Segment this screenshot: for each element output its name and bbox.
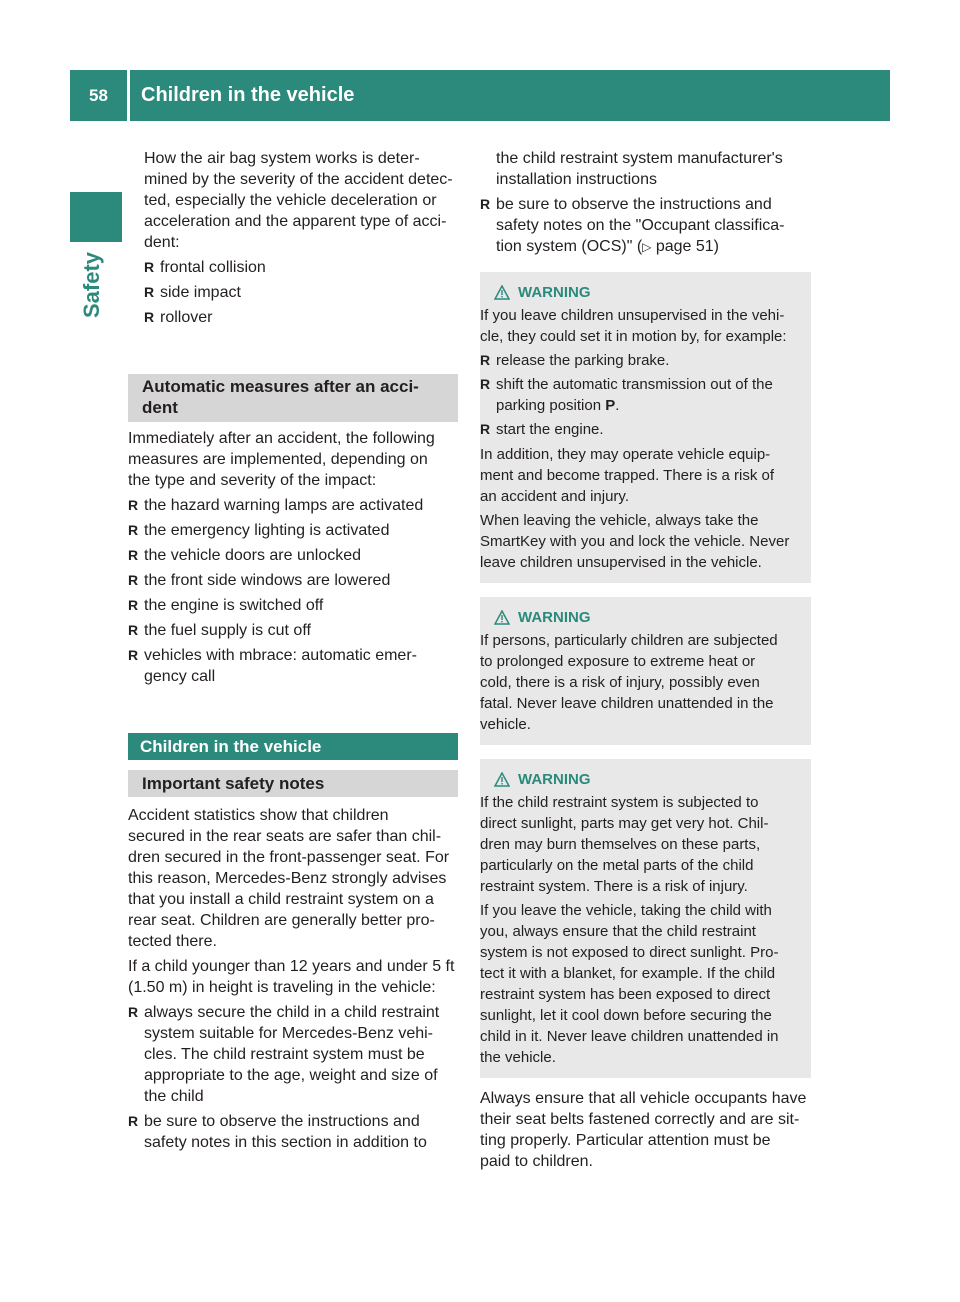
- list-item: [144, 282, 458, 303]
- text-line: you, always ensure that the child restraint: [480, 923, 756, 940]
- heading-line: dent: [142, 398, 178, 417]
- page-reference-link[interactable]: page 51): [655, 238, 719, 255]
- warning-paragraph: [480, 444, 803, 507]
- list-item-text: the engine is switched off: [144, 597, 324, 614]
- text-line: appropriate to the age, weight and size of: [144, 1067, 438, 1084]
- bullet-icon: R: [128, 547, 139, 563]
- list-item: [128, 495, 458, 516]
- text-line: dren secured in the front-passenger seat. For: [128, 849, 450, 866]
- text-line: the child restraint system manufacturer's: [496, 150, 783, 167]
- text-line: measures are implemented, depending on: [128, 451, 428, 468]
- text-line: safety notes on the "Occupant classifica-: [496, 217, 785, 234]
- text-line: ment and become trapped. There is a risk of: [480, 467, 775, 484]
- text-line: tion system (OCS)" (: [496, 238, 643, 255]
- text-line: be sure to observe the instructions and: [144, 1113, 420, 1130]
- warning-label: WARNING: [518, 771, 591, 788]
- list-item: [144, 307, 458, 328]
- section-heading-children: Children in the vehicle: [128, 733, 458, 760]
- text-line: If the child restraint system is subjected to: [480, 794, 759, 811]
- text-line: If a child younger than 12 years and under 5 ft: [128, 958, 455, 975]
- text-line: an accident and injury.: [480, 488, 629, 505]
- page-number: 58: [89, 86, 108, 105]
- bullet-icon: R: [128, 622, 139, 638]
- warning-header: [480, 282, 803, 303]
- list-item: [144, 257, 458, 278]
- text-line: In addition, they may operate vehicle equip-: [480, 446, 771, 463]
- list-item-text: rollover: [160, 309, 213, 326]
- chapter-label: Safety: [79, 251, 104, 318]
- list-item: [128, 520, 458, 541]
- list-item-text: the hazard warning lamps are activated: [144, 497, 424, 514]
- text-line: fatal. Never leave children unattended in the: [480, 695, 774, 712]
- text-line: restraint system. There is a risk of injury.: [480, 878, 748, 895]
- section-heading-automatic-measures: [128, 374, 458, 422]
- list-item-text: the emergency lighting is activated: [144, 522, 390, 539]
- bullet-icon: R: [480, 421, 491, 437]
- bullet-icon: R: [480, 376, 491, 392]
- text-line: When leaving the vehicle, always take the: [480, 512, 759, 529]
- warning-triangle-icon: [494, 285, 510, 300]
- warning-box-sunlight: [480, 759, 811, 1078]
- airbag-intro: [128, 148, 458, 328]
- warning-paragraph: [480, 510, 803, 573]
- warning-paragraph: [480, 630, 803, 735]
- accident-type-list: [144, 257, 458, 328]
- ocs-rule-list: [480, 194, 811, 258]
- warning-header: [480, 607, 803, 628]
- warning-paragraph: [480, 900, 803, 1068]
- text-line: always secure the child in a child restraint: [144, 1004, 440, 1021]
- text-line: cold, there is a risk of injury, possibly even: [480, 674, 760, 691]
- text-line: tect it with a blanket, for example. If the child: [480, 965, 776, 982]
- continued-text: [480, 148, 811, 190]
- text-line: rear seat. Children are generally better pro-: [128, 912, 435, 929]
- text-line: to prolonged exposure to extreme heat or: [480, 653, 756, 670]
- text-line: If you leave children unsupervised in the vehi-: [480, 307, 785, 324]
- bullet-icon: R: [128, 572, 139, 588]
- warning-label: WARNING: [518, 609, 591, 626]
- text-line: installation instructions: [496, 171, 657, 188]
- warning-box-unsupervised: [480, 272, 811, 583]
- text-line: mined by the severity of the accident detec-: [144, 171, 453, 188]
- list-item: [128, 620, 458, 641]
- warning-label: WARNING: [518, 284, 591, 301]
- child-rules-list: [128, 1002, 458, 1153]
- list-item: [128, 1002, 458, 1107]
- right-column: [480, 148, 811, 1176]
- bullet-icon: R: [128, 1004, 139, 1020]
- list-item: [128, 1111, 458, 1153]
- text-line: be sure to observe the instructions and: [496, 196, 772, 213]
- heading-line: Automatic measures after an acci-: [142, 377, 419, 396]
- text-line: Accident statistics show that children: [128, 807, 389, 824]
- bullet-icon: R: [128, 647, 139, 663]
- bullet-icon: R: [480, 352, 491, 368]
- punctuation: .: [615, 397, 620, 414]
- list-item-text: the fuel supply is cut off: [144, 622, 311, 639]
- text-line: secured in the rear seats are safer than chil-: [128, 828, 442, 845]
- text-line: cle, they could set it in motion by, for example:: [480, 328, 787, 345]
- list-item: [128, 595, 458, 616]
- left-column: [128, 148, 458, 1157]
- text-line: parking position: [496, 397, 606, 414]
- header-divider: [127, 70, 130, 121]
- text-line: ted, especially the vehicle deceleration or: [144, 192, 437, 209]
- text-line: ting properly. Particular attention must be: [480, 1132, 771, 1149]
- text-line: How the air bag system works is deter-: [144, 150, 420, 167]
- text-line: If you leave the vehicle, taking the child with: [480, 902, 772, 919]
- bullet-icon: R: [128, 597, 139, 613]
- text-line: safety notes in this section in addition to: [144, 1134, 427, 1151]
- text-line: dren may burn themselves on these parts,: [480, 836, 761, 853]
- warning-intro: [480, 305, 803, 347]
- paragraph-child-size: [128, 956, 458, 998]
- text-line: that you install a child restraint system on a: [128, 891, 434, 908]
- list-item-text: gency call: [144, 668, 216, 685]
- bullet-icon: R: [128, 497, 139, 513]
- page-title: Children in the vehicle: [141, 84, 355, 106]
- warning-box-heat: [480, 597, 811, 745]
- paragraph-seat-belts: [480, 1088, 811, 1172]
- text-line: the vehicle.: [480, 1049, 556, 1066]
- list-item: [128, 645, 458, 687]
- bullet-icon: R: [144, 284, 155, 300]
- text-line: system suitable for Mercedes-Benz vehi-: [144, 1025, 433, 1042]
- list-item-text: release the parking brake.: [496, 352, 670, 369]
- text-line: cles. The child restraint system must be: [144, 1046, 425, 1063]
- warning-triangle-icon: [494, 610, 510, 625]
- text-line: sunlight, let it cool down before securing the: [480, 1007, 772, 1024]
- measures-list: [128, 495, 458, 687]
- text-line: (1.50 m) in height is traveling in the vehicle:: [128, 979, 436, 996]
- chapter-marker: [70, 192, 122, 242]
- text-line: the child: [144, 1088, 204, 1105]
- text-line: restraint system has been exposed to direct: [480, 986, 771, 1003]
- list-item-text: frontal collision: [160, 259, 266, 276]
- measures-intro: [128, 428, 458, 491]
- text-line: their seat belts fastened correctly and are sit-: [480, 1111, 800, 1128]
- text-line: If persons, particularly children are subjected: [480, 632, 778, 649]
- list-item: [128, 570, 458, 591]
- bullet-icon: R: [144, 309, 155, 325]
- text-line: system is not exposed to direct sunlight. Pro-: [480, 944, 779, 961]
- text-line: child in it. Never leave children unattended in: [480, 1028, 779, 1045]
- text-line: particularly on the metal parts of the child: [480, 857, 754, 874]
- text-line: acceleration and the apparent type of acci-: [144, 213, 447, 230]
- list-item: [128, 545, 458, 566]
- warning-paragraph: [480, 792, 803, 897]
- text-line: this reason, Mercedes-Benz strongly advises: [128, 870, 447, 887]
- warning-body: [480, 305, 803, 573]
- gear-position: P: [605, 397, 616, 414]
- list-item: [474, 350, 803, 371]
- bullet-icon: R: [480, 196, 491, 212]
- list-item-text: the front side windows are lowered: [144, 572, 391, 589]
- text-line: leave children unsupervised in the vehicle.: [480, 554, 762, 571]
- paragraph-statistics: [128, 805, 458, 952]
- list-item-text: start the engine.: [496, 421, 604, 438]
- text-line: paid to children.: [480, 1153, 593, 1170]
- page-ref-arrow-icon: ▷: [642, 240, 652, 254]
- warning-header: [480, 769, 803, 790]
- warning-triangle-icon: [494, 772, 510, 787]
- text-line: shift the automatic transmission out of the: [496, 376, 773, 393]
- list-item-text: vehicles with mbrace: automatic emer-: [144, 647, 417, 664]
- warning-list: [474, 350, 803, 440]
- bullet-icon: R: [144, 259, 155, 275]
- bullet-icon: R: [128, 1113, 139, 1129]
- text-line: SmartKey with you and lock the vehicle. Never: [480, 533, 790, 550]
- text-line: the type and severity of the impact:: [128, 472, 377, 489]
- list-item: [480, 194, 811, 258]
- list-item: [474, 419, 803, 440]
- list-item-text: the vehicle doors are unlocked: [144, 547, 362, 564]
- list-item: [474, 374, 803, 416]
- section-heading-safety-notes: Important safety notes: [128, 770, 458, 797]
- text-line: Always ensure that all vehicle occupants have: [480, 1090, 807, 1107]
- list-item-text: side impact: [160, 284, 241, 301]
- bullet-icon: R: [128, 522, 139, 538]
- text-line: Immediately after an accident, the following: [128, 430, 435, 447]
- text-line: dent:: [144, 234, 180, 251]
- text-line: vehicle.: [480, 716, 531, 733]
- text-line: direct sunlight, parts may get very hot. Chil-: [480, 815, 769, 832]
- text-line: tected there.: [128, 933, 217, 950]
